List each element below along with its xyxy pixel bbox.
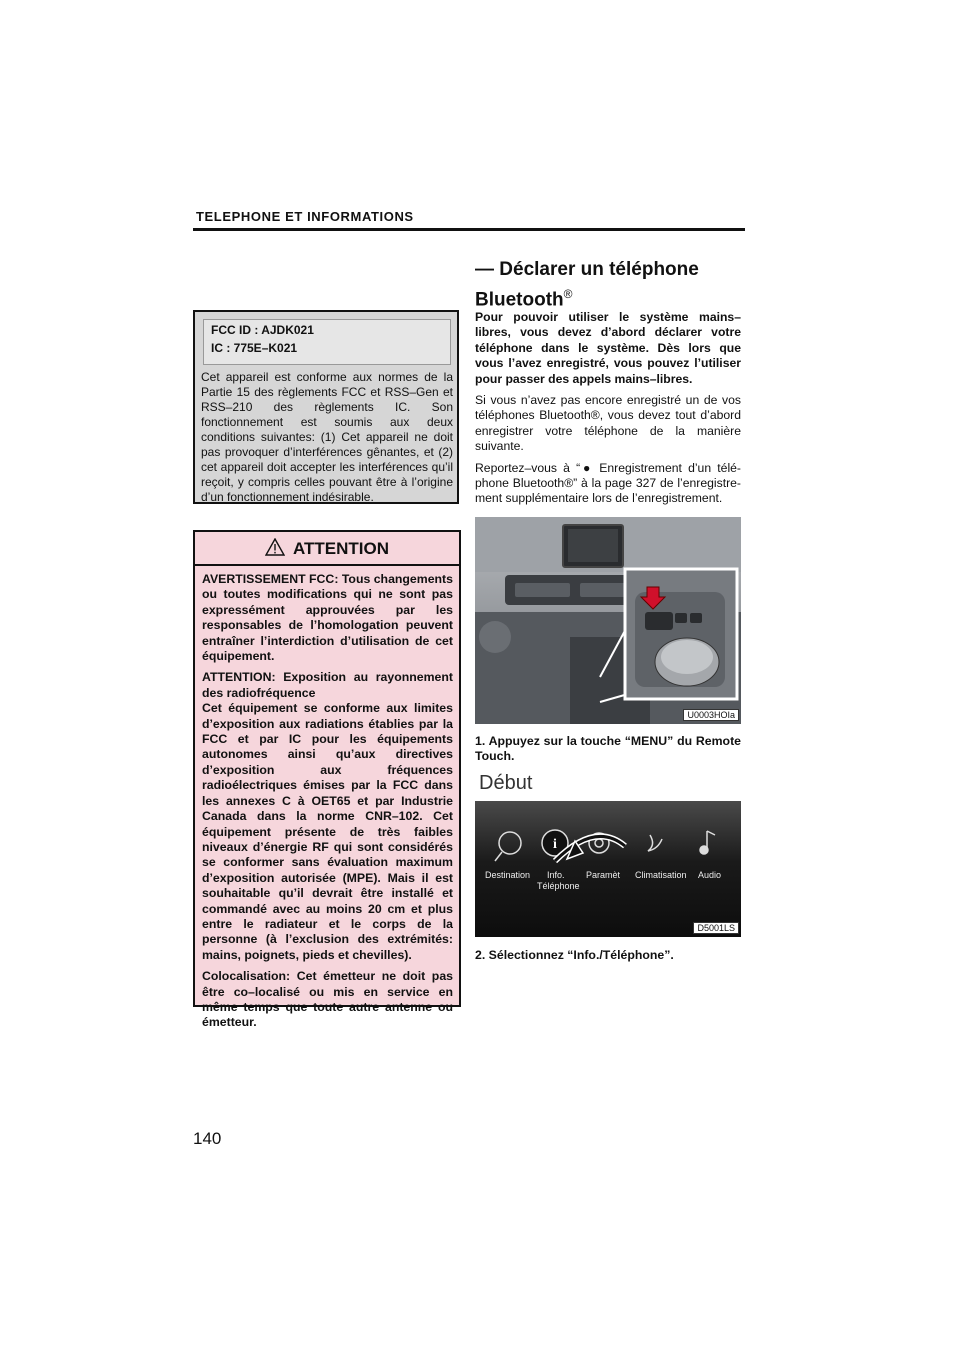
attention-header bbox=[195, 538, 459, 559]
menu-telephone: Téléphone bbox=[537, 881, 580, 891]
fcc-text: Cet appareil est conforme aux normes de la Partie 15 des règlements FCC et RSS–Gen et RSS–210 des règlements IC. Son fonctionnement est soumis aux deux conditions suivantes: (1) Cet appareil ne doit pas provoquer d’interférences gênantes, et (2) cet appareil doit accepter les interférences qu’il reçoit, y compris celles pouvant être à l’origine d’un fonctionnement indésirable. bbox=[201, 370, 453, 504]
fcc-id-lines bbox=[211, 321, 314, 357]
section-heading-line2: Bluetooth bbox=[475, 289, 564, 311]
menu-bar bbox=[475, 801, 741, 937]
step-2: 2. Sélectionnez “Info./Téléphone”. bbox=[475, 948, 674, 962]
dashboard-figure bbox=[475, 517, 741, 724]
attention-fcc-warning: AVERTISSEMENT FCC: Tous changements ou toutes modifications qui ne sont pas expressément approuvées par les responsables de l’homologation peuvent entraîner l’interdiction d’utilisation de cet équipement. bbox=[202, 572, 453, 664]
attention-title: ATTENTION bbox=[292, 539, 389, 558]
ic-id: IC : 775E–K021 bbox=[211, 341, 298, 355]
attention-rf-text: Cet équipement se conforme aux limites d’exposition aux radiations établies par la FCC et par IC pour les équipements autonomes ainsi qu’aux directives d’exposition aux fréquences radioélectriques émises par la FCC dans les annexes C à OET65 et par Industrie Canada dans la norme CNR–102. Cet équipement présente de très faibles niveaux d’énergie RF qui sont considérés se conformer sans évaluation maximum d’exposition autorisée (MPE). Mais il est souhaitable qu’il devrait être installé et commandé avec au moins 20 cm et plus entre le radiateur et le corps de la personne (à l’exclusion des extrémités: mains, poignets, pieds et chevilles). bbox=[202, 701, 453, 962]
attention-colocation: Colocalisation: Cet émetteur ne doit pas être co–localisé ou mis en service en même temps que toute autre antenne ou émetteur. bbox=[202, 969, 453, 1030]
attention-rf-exposure bbox=[202, 670, 453, 963]
menu-audio: Audio bbox=[698, 870, 722, 880]
intro-bold: Pour pouvoir utiliser le système mains–libres, vous devez d’abord déclarer votre téléphone dans le système. Dès lors que vous l’avez enregistré, vous pouvez l’utiliser pour passer des appels mains–libres. bbox=[475, 310, 741, 386]
menu-icons bbox=[475, 801, 741, 937]
climate-icon bbox=[648, 835, 662, 851]
figure1-code: U0003HOIa bbox=[683, 709, 739, 721]
header-title: TELEPHONE ET INFORMATIONS bbox=[196, 209, 414, 224]
menu-parametres: Paramèt bbox=[586, 870, 621, 880]
menu-screen-figure bbox=[475, 771, 741, 937]
intro-para2: Si vous n’avez pas encore enregistré un de vos téléphones Bluetooth®, vous devez tout d’abord enregistrer votre téléphone de la manière suivante. bbox=[475, 393, 741, 454]
audio-icon bbox=[707, 831, 715, 849]
menu-destination: Destination bbox=[485, 870, 531, 880]
fcc-box bbox=[193, 310, 459, 504]
section-heading-line1: — Déclarer un téléphone bbox=[475, 259, 699, 280]
attention-rf-title: ATTENTION: Exposition au rayonnement des radiofréquence bbox=[202, 670, 453, 700]
figure2-code: D5001LS bbox=[693, 922, 739, 934]
destination-icon bbox=[499, 832, 521, 854]
warning-icon bbox=[265, 538, 285, 556]
header-rule bbox=[193, 228, 745, 231]
section-heading bbox=[475, 258, 745, 312]
step-1: 1. Appuyez sur la touche “MENU” du Remote Touch. bbox=[475, 734, 741, 764]
dashboard-illustration bbox=[475, 517, 741, 724]
menu-climatisation: Climatisation bbox=[635, 870, 687, 880]
intro-para3: Reportez–vous à “● Enregistrement d’un télé- phone Bluetooth®” à la page 327 de l’enregistre- ment supplémentaire lors de l’enregistrement. bbox=[475, 460, 741, 506]
svg-text:i: i bbox=[553, 837, 557, 852]
attention-box bbox=[193, 530, 461, 1030]
registered-mark: ® bbox=[563, 287, 573, 301]
menu-info: Info. bbox=[547, 870, 565, 880]
attention-body bbox=[202, 572, 453, 1037]
intro-text bbox=[475, 310, 741, 513]
attention-rule bbox=[195, 564, 459, 566]
fcc-id: FCC ID : AJDK021 bbox=[211, 323, 314, 337]
menu-screen-title: Début bbox=[479, 772, 533, 794]
page-number: 140 bbox=[193, 1129, 222, 1148]
